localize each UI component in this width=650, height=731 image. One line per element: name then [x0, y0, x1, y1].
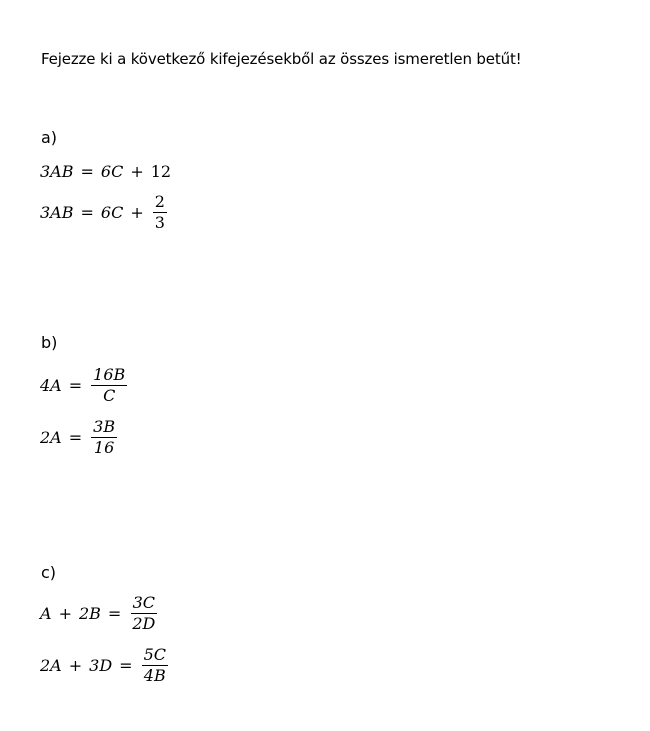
plus-sign: +: [130, 162, 144, 181]
lhs-term: 2A: [40, 656, 62, 676]
section-c-label: c): [41, 563, 57, 582]
fraction-denominator: 2D: [132, 614, 156, 634]
fraction: [91, 366, 127, 406]
fraction-denominator: C: [103, 386, 116, 406]
instruction-text: Fejezze ki a következő kifejezésekből az összes ismeretlen betűt!: [41, 50, 522, 68]
plus-sign: +: [68, 656, 83, 676]
section-b-label: b): [41, 333, 58, 352]
lhs: 4A: [40, 376, 62, 396]
equation-b2: [40, 418, 117, 458]
equation-b1: [40, 366, 127, 406]
fraction: [91, 418, 117, 458]
equals-sign: =: [68, 376, 83, 396]
lhs: 3AB: [40, 162, 74, 181]
fraction: [130, 594, 157, 634]
lhs: 2A: [40, 428, 62, 448]
fraction-denominator: 4B: [143, 666, 166, 686]
fraction: [153, 193, 167, 233]
equals-sign: =: [80, 162, 94, 181]
fraction-numerator: 3C: [131, 594, 157, 614]
lhs: 3AB: [40, 203, 74, 223]
rhs-term: 6C: [100, 203, 124, 223]
equation-c1: [40, 594, 157, 634]
equation-a1: [40, 162, 171, 181]
rhs-term: 6C: [100, 162, 124, 181]
fraction-denominator: 3: [154, 213, 165, 233]
plus-sign: +: [130, 203, 144, 223]
fraction-numerator: 16B: [91, 366, 127, 386]
equation-a2: [40, 193, 167, 233]
equals-sign: =: [107, 604, 122, 624]
section-a-label: a): [41, 128, 58, 147]
equals-sign: =: [68, 428, 83, 448]
plus-sign: +: [58, 604, 72, 624]
lhs-term: 2B: [78, 604, 101, 624]
equals-sign: =: [119, 656, 133, 676]
fraction-numerator: 5C: [142, 646, 168, 666]
fraction-numerator: 3B: [91, 418, 117, 438]
fraction-numerator: 2: [153, 193, 167, 213]
lhs-term: A: [40, 604, 52, 624]
rhs-term: 12: [150, 162, 172, 181]
fraction: [142, 646, 168, 686]
fraction-denominator: 16: [93, 438, 115, 458]
equals-sign: =: [80, 203, 94, 223]
lhs-term: 3D: [89, 656, 113, 676]
equation-c2: [40, 646, 168, 686]
